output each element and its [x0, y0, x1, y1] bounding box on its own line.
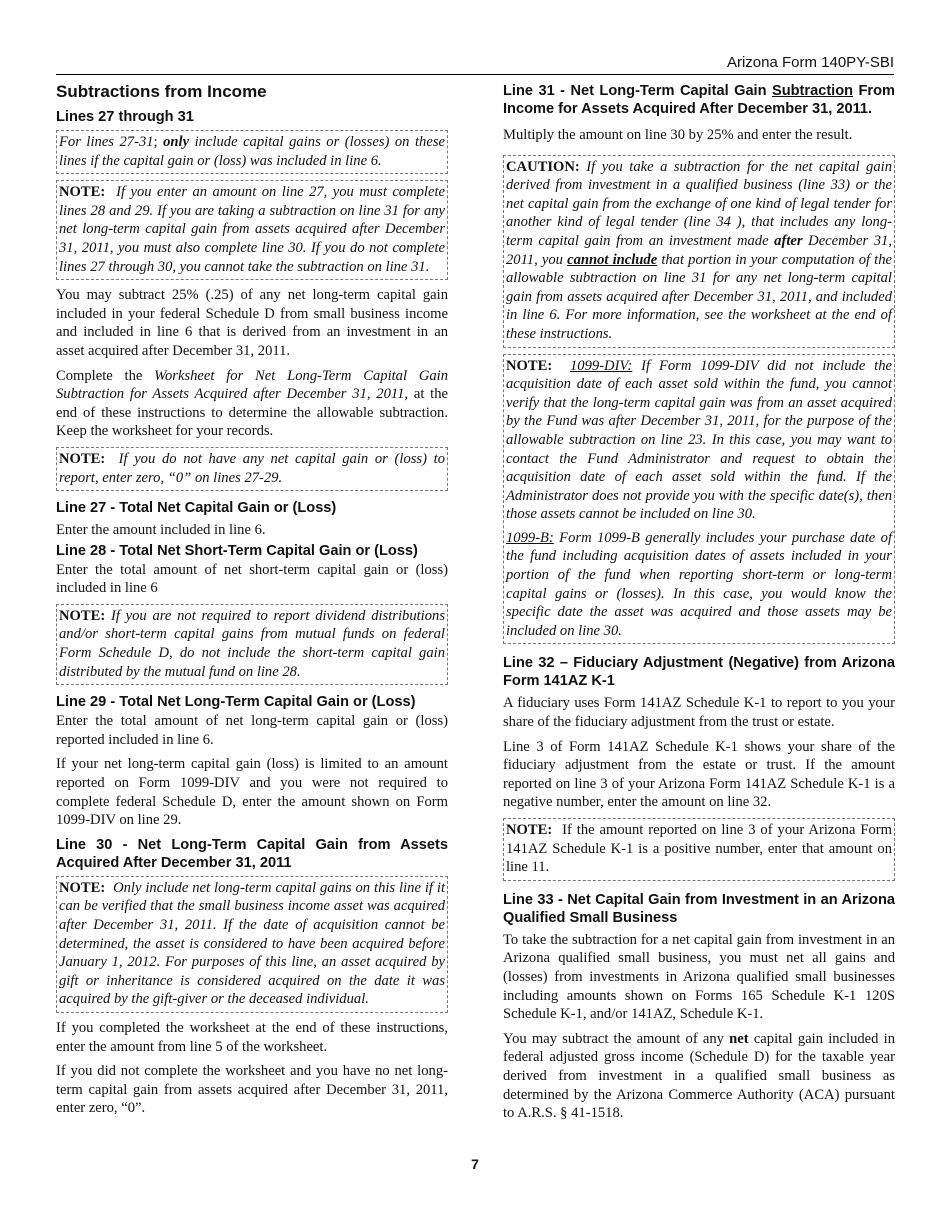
line32-heading: Line 32 – Fiduciary Adjustment (Negative) from Arizona Form 141AZ K-1 — [503, 655, 895, 690]
intro-prefix: For lines 27-31 — [59, 134, 154, 150]
line31-heading: Line 31 - Net Long-Term Capital Gain Subtraction From Income for Assets Acquired After December 31, 2011. — [503, 83, 895, 117]
caution-box: CAUTION: If you take a subtraction for the net capital gain derived from investment in a qualified business (line 33) or the net capital gain from the exchange of one kind of legal tender for another kind of legal tender (line 34 ), that includes any long-term capital gain from an investment made after December 31, 2011, you cannot include that portion in your computation of the allowable subtraction on line 31 for any net long-term capital gain from assets acquired after December 31, 2011, and included in line 6. For more information, see the worksheet at the end of these instructions. — [503, 155, 895, 348]
intro-rest: include capital gains or (losses) on these lines if the capital gain or (loss) was included in line 6. — [59, 134, 445, 169]
intro-bold: only — [163, 134, 190, 150]
note-label: NOTE: — [59, 184, 106, 201]
note-text: If the amount reported on line 3 of your Arizona Form 141AZ Schedule K-1 is a positive number, enter that amount on line 11. — [506, 822, 892, 876]
worksheet-title: Worksheet for Net Long-Term Capital Gain Subtraction for Assets Acquired after December 31, 2011, — [56, 367, 449, 403]
paragraph-worksheet: Complete the Worksheet for Net Long-Term Capital Gain Subtraction for Assets Acquired after December 31, 2011, at the end of these instructions to determine the allowable subtraction. Keep the worksheet for your records. — [56, 367, 449, 440]
note-box-1 — [56, 180, 448, 280]
line28-heading: Line 28 - Total Net Short-Term Capital Gain or (Loss) — [56, 542, 418, 559]
line27-text: Enter the amount included in line 6. — [56, 522, 266, 539]
line33-text-2: You may subtract the amount of any net capital gain included in federal adjusted gross income (Schedule D) for the taxable year derived from investment in a qualified small business as determined by the Arizona Commerce Authority (ACA) pursuant to A.R.S. § 41-1518. — [503, 1030, 895, 1122]
line27-heading: Line 27 - Total Net Capital Gain or (Loss) — [56, 500, 337, 517]
note-text: If you enter an amount on line 27, you must complete lines 28 and 29. If you are taking a subtraction on line 31 for any net long-term capital gain from assets acquired after December 31, 2011, you must also complete line 30. If you do not complete lines 27 through 30, you cannot take the subtraction on line 31. — [59, 184, 445, 275]
line31-text: Multiply the amount on line 30 by 25% and enter the result. — [503, 127, 853, 143]
note-label: NOTE: — [59, 607, 106, 624]
line33-text: To take the subtraction for a net capital gain from investment in an Arizona qualified small business, you must net all gains and (losses) from investments in Arizona qualified small businesses including amounts shown on Forms 165 Schedule K-1 120S Schedule K-1, and/or 141AZ, Schedule K-1. — [503, 931, 895, 1023]
note-text: Only include net long-term capital gains on this line if it can be verified that the small business income asset was acquired after December 31, 2011. If the date of acquisition cannot be determined, the asset is considered to have been acquired before January 1, 2012. For purposes of this line, an asset acquired by gift or inheritance is considered acquired on the date it was acquired by the gift-giver or the deceased individual. — [59, 879, 445, 1008]
page-number: 7 — [471, 1156, 479, 1172]
line29-text-2: If your net long-term capital gain (loss) is limited to an amount reported on Form 1099-DIV and you were not required to complete federal Schedule D, enter the amount shown on Form 1099-DIV on line 29. — [56, 756, 448, 829]
intro-sep: ; — [153, 134, 164, 150]
note-label: NOTE: — [59, 450, 106, 467]
line30-heading: Line 30 - Net Long-Term Capital Gain from Assets Acquired After December 31, 2011 — [56, 836, 448, 871]
line29-text: Enter the total amount of net long-term capital gain or (loss) reported included in line 6. — [56, 713, 448, 748]
line33-heading: Line 33 - Net Capital Gain from Investment in an Arizona Qualified Small Business — [503, 891, 895, 926]
caution-label: CAUTION: — [506, 158, 580, 175]
paragraph: If you did not complete the worksheet and you have no net long-term capital gain from assets acquired after December 31, 2011, enter zero, “0”. — [56, 1063, 448, 1117]
subsection-title: Lines 27 through 31 — [56, 109, 194, 125]
paragraph: If you completed the worksheet at the end of these instructions, enter the amount from line 5 of the worksheet. — [56, 1019, 448, 1055]
note-box-5: NOTE: 1099-DIV: If Form 1099-DIV did not include the acquisition date of each asset sold within the fund, you cannot verify that the long-term capital gain was from an asset acquired by the Fund was after December 31, 2011, for the purpose of the allowable subtraction on line 23. In this case, you may want to contact the Fund Administrator and request to obtain the acquisition date of each asset sold within the fund. If the Administrator does not provide you with the specific date(s), then those assets cannot be included on line 30. 1099-B: Form 1099-B generally includes your purchase date of the fund including acquisition dates of assets included in your portion of the fund when reporting short-term or long-term capital gains or (losses). In this case, you would know the specific date the asset was acquired and those assets may be included on line 30. — [503, 354, 895, 645]
note-box-4 — [56, 876, 448, 1013]
note-box-6 — [503, 818, 895, 881]
form-title: Arizona Form 140PY-SBI — [726, 54, 894, 71]
line32-text: A fiduciary uses Form 141AZ Schedule K-1 to report to you your share of the fiduciary adjustment from the trust or estate. — [503, 695, 895, 731]
section-title: Subtractions from Income — [56, 82, 267, 101]
left-column — [56, 82, 448, 1124]
note-label: NOTE: — [59, 879, 106, 896]
right-column — [503, 82, 895, 1129]
note-label: NOTE: — [506, 822, 553, 838]
line32-text-2: Line 3 of Form 141AZ Schedule K-1 shows your share of the fiduciary adjustment from the estate or trust. If the amount reported on line 3 of your Arizona Form 141AZ Schedule K-1 is a negative number, enter the amount on line 32. — [503, 738, 895, 811]
note-box-2 — [56, 447, 448, 491]
note-text: If you do not have any net capital gain or (loss) to report, enter zero, “0” on lines 27-29. — [59, 450, 446, 486]
note-text: If you are not required to report dividend distributions and/or short-term capital gains from mutual funds on federal Form Schedule D, do not include the short-term capital gain distributed by the mutual fund on line 28. — [59, 607, 445, 680]
page-header — [56, 54, 894, 75]
line29-heading: Line 29 - Total Net Long-Term Capital Gain or (Loss) — [56, 694, 416, 711]
note-label: NOTE: — [506, 357, 553, 374]
intro-note-box — [56, 130, 448, 174]
paragraph: You may subtract 25% (.25) of any net long-term capital gain included in your federal Schedule D from small business income and included in line 6 that is derived from an investment in an asset acquired after December 31, 2011. — [56, 287, 448, 359]
note-box-3 — [56, 604, 448, 685]
line28-text: Enter the total amount of net short-term capital gain or (loss) included in line 6 — [56, 561, 448, 597]
